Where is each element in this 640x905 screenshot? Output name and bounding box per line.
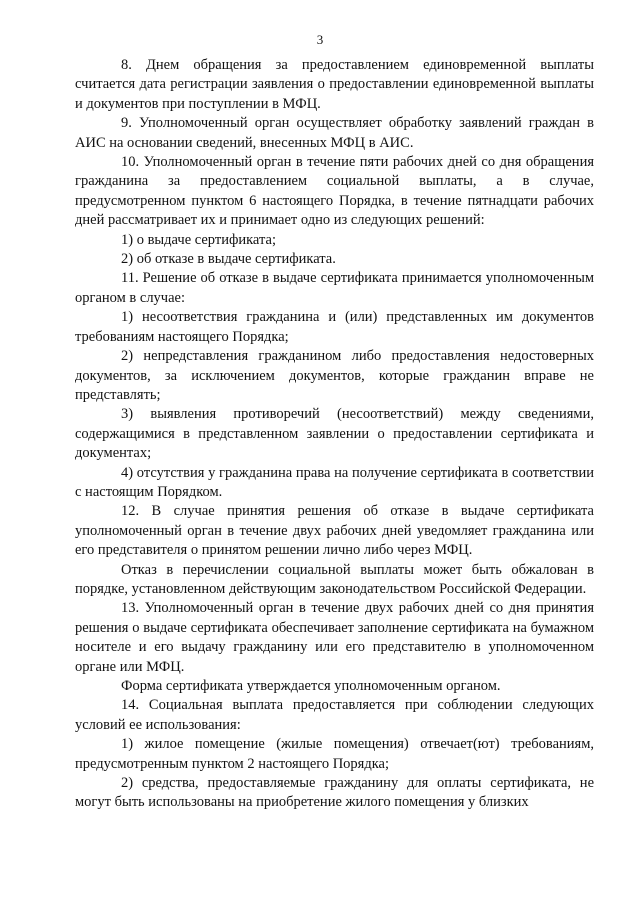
paragraph-14: 14. Социальная выплата предоставляется при соблюдении следующих условий ее использования: <box>75 697 594 733</box>
paragraph-13: 13. Уполномоченный орган в течение двух рабочих дней со дня принятия решения о выдаче сертификата обеспечивает заполнение сертификата на бумажном носителе и его выдачу гражданину или его представителю в уполномоченном органе или МФЦ. <box>75 600 594 675</box>
paragraph-12: 12. В случае принятия решения об отказе в выдаче сертификата уполномоченный орган в течение двух рабочих дней уведомляет гражданина или его представителя о принятом решении лично либо через МФЦ. <box>75 503 594 559</box>
paragraph-11-item-2: 2) непредставления гражданином либо предоставления недостоверных документов, за исключением документов, которые гражданин вправе не представлять; <box>75 348 594 403</box>
paragraph-11-item-1: 1) несоответствия гражданина и (или) представленных им документов требованиям настоящего Порядка; <box>75 309 594 345</box>
paragraph-14-item-1: 1) жилое помещение (жилые помещения) отвечает(ют) требованиям, предусмотренным пунктом 2 настоящего Порядка; <box>75 736 594 772</box>
paragraph-11-item-4: 4) отсутствия у гражданина права на получение сертификата в соответствии с настоящим Порядком. <box>75 464 594 500</box>
paragraph-9: 9. Уполномоченный орган осуществляет обработку заявлений граждан в АИС на основании сведений, внесенных МФЦ в АИС. <box>75 115 594 151</box>
paragraph-10-item-1: 1) о выдаче сертификата; <box>121 231 276 248</box>
paragraph-8: 8. Днем обращения за предоставлением единовременной выплаты считается дата регистрации заявления о предоставлении единовременной выплаты и документов при поступлении в МФЦ. <box>75 57 594 112</box>
paragraph-12-appeal: Отказ в перечислении социальной выплаты может быть обжалован в порядке, установленном действующим законодательством Российской Федерации. <box>75 561 594 597</box>
paragraph-14-item-2: 2) средства, предоставляемые гражданину для оплаты сертификата, не могут быть использованы на приобретение жилого помещения у близких <box>75 775 594 811</box>
page-number: 3 <box>316 32 324 47</box>
paragraph-11-item-3: 3) выявления противоречий (несоответствий) между сведениями, содержащимися в представленном заявлении о предоставлении сертификата и документах; <box>75 406 594 462</box>
paragraph-13-form: Форма сертификата утверждается уполномоченным органом. <box>121 678 501 694</box>
paragraph-10-item-2: 2) об отказе в выдаче сертификата. <box>121 251 336 268</box>
document-body <box>75 56 594 813</box>
paragraph-11: 11. Решение об отказе в выдаче сертификата принимается уполномоченным органом в случае: <box>75 270 594 306</box>
paragraph-10: 10. Уполномоченный орган в течение пяти рабочих дней со дня обращения гражданина за предоставлением социальной выплаты, а в случае, предусмотренном пунктом 6 настоящего Порядка, в течение пятнадцати рабочих дней рассматривает их и принимает одно из следующих решений: <box>75 154 594 229</box>
